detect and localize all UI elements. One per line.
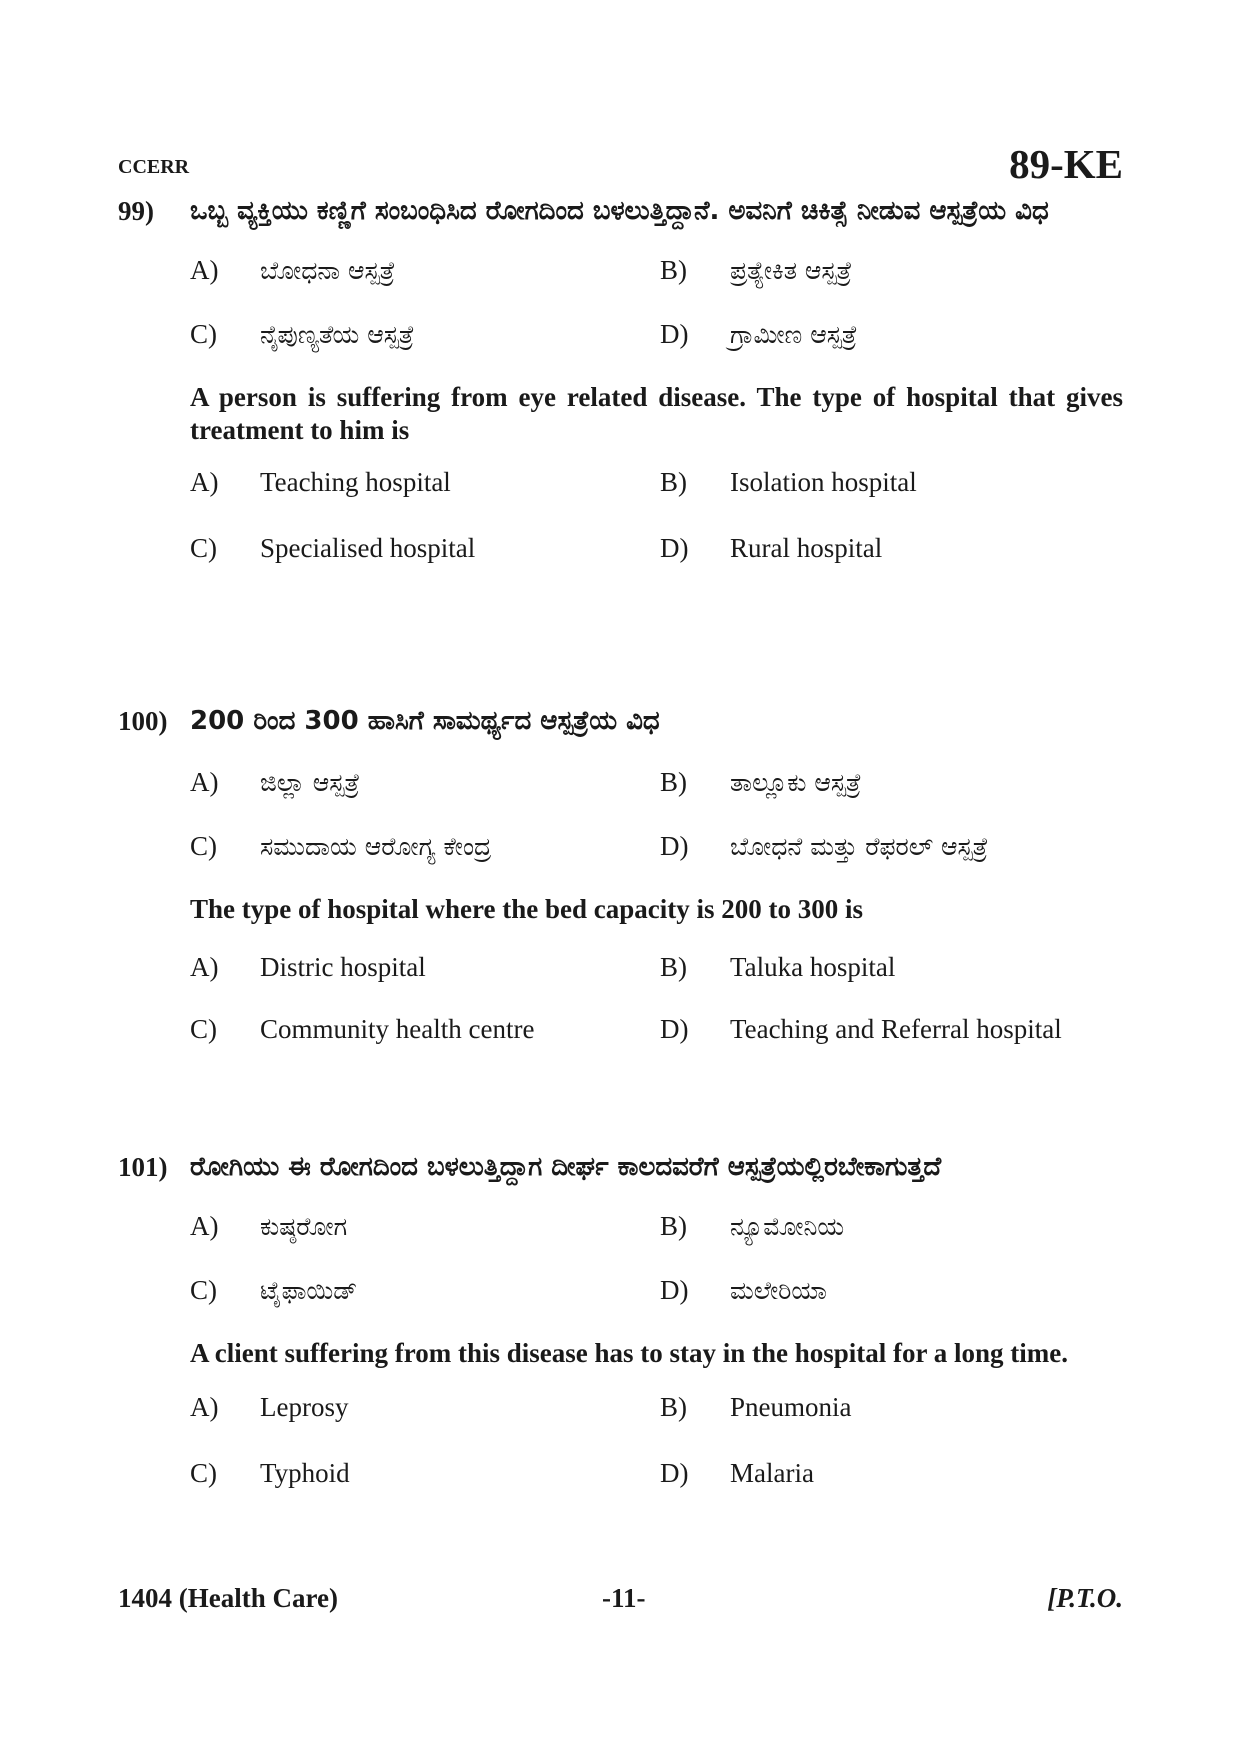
option-d-english: D) Teaching and Referral hospital	[660, 1014, 1062, 1044]
page-number: -11-	[602, 1583, 646, 1613]
option-b-kannada: B) ಪ್ರತ್ಯೇಕಿತ ಆಸ್ಪತ್ರೆ	[660, 255, 852, 285]
english-options-row-2	[190, 1458, 1123, 1516]
question-number: 100)	[118, 706, 168, 736]
question-english: A client suffering from this disease has to stay in the hospital for a long time.	[190, 1338, 1069, 1368]
option-a-kannada: A) ಜಿಲ್ಲಾ ಆಸ್ಪತ್ರೆ	[190, 767, 360, 797]
paper-code: 89-KE	[1009, 141, 1123, 187]
please-turn-over: [P.T.O.	[1047, 1583, 1123, 1613]
option-c-english: C) Specialised hospital	[190, 533, 476, 563]
option-c-english: C) Community health centre	[190, 1014, 535, 1044]
english-options-row-1	[190, 1392, 1123, 1450]
question-english: A person is suffering from eye related disease. The type of hospital that gives treatment to him is	[190, 382, 1123, 445]
header-code: CCERR	[118, 156, 190, 178]
option-a-kannada: A) ಬೋಧನಾ ಆಸ್ಪತ್ರೆ	[190, 255, 396, 285]
option-b-kannada: B) ನ್ಯೂಮೋನಿಯ	[660, 1211, 845, 1241]
option-b-english: B) Pneumonia	[660, 1392, 852, 1422]
option-d-kannada: D) ಬೋಧನೆ ಮತ್ತು ರೆಫರಲ್ ಆಸ್ಪತ್ರೆ	[660, 831, 988, 861]
option-c-kannada: C) ನೈಪುಣ್ಯತೆಯ ಆಸ್ಪತ್ರೆ	[190, 319, 415, 349]
english-options-row-2	[190, 1014, 1123, 1072]
option-d-kannada: D) ಮಲೇರಿಯಾ	[660, 1275, 827, 1305]
option-c-kannada: C) ಟೈಫಾಯಿಡ್	[190, 1275, 358, 1305]
option-d-english: D) Malaria	[660, 1458, 814, 1488]
question-number: 101)	[118, 1152, 168, 1182]
english-options-row-1	[190, 952, 1123, 1010]
option-d-kannada: D) ಗ್ರಾಮೀಣ ಆಸ್ಪತ್ರೆ	[660, 319, 858, 349]
option-b-kannada: B) ತಾಲ್ಲೂಕು ಆಸ್ಪತ್ರೆ	[660, 767, 862, 797]
question-english: The type of hospital where the bed capacity is 200 to 300 is	[190, 894, 863, 924]
kannada-options-row-2	[190, 1275, 1123, 1333]
option-a-english: A) Distric hospital	[190, 952, 426, 982]
question-number: 99)	[118, 196, 154, 226]
footer-subject: 1404 (Health Care)	[118, 1583, 338, 1613]
question-kannada: 200 ರಿಂದ 300 ಹಾಸಿಗೆ ಸಾಮರ್ಥ್ಯದ ಆಸ್ಪತ್ರೆಯ ವಿಧ	[190, 706, 660, 736]
kannada-options-row-2	[190, 831, 1123, 889]
option-a-english: A) Leprosy	[190, 1392, 349, 1422]
kannada-options-row-1	[190, 255, 1123, 313]
option-c-english: C) Typhoid	[190, 1458, 350, 1488]
option-b-english: B) Isolation hospital	[660, 467, 917, 497]
kannada-options-row-2	[190, 319, 1123, 377]
question-100	[118, 706, 1123, 1072]
option-b-english: B) Taluka hospital	[660, 952, 896, 982]
question-101	[118, 1152, 1123, 1516]
question-kannada: ರೋಗಿಯು ಈ ರೋಗದಿಂದ ಬಳಲುತ್ತಿದ್ದಾಗ ದೀರ್ಘ ಕಾಲದವರೆಗೆ ಆಸ್ಪತ್ರೆಯಲ್ಲಿರಬೇಕಾಗುತ್ತದೆ	[190, 1152, 942, 1182]
option-c-kannada: C) ಸಮುದಾಯ ಆರೋಗ್ಯ ಕೇಂದ್ರ	[190, 831, 492, 861]
kannada-options-row-1	[190, 1211, 1123, 1269]
question-kannada: ಒಬ್ಬ ವ್ಯಕ್ತಿಯು ಕಣ್ಣಿಗೆ ಸಂಬಂಧಿಸಿದ ರೋಗದಿಂದ ಬಳಲುತ್ತಿದ್ದಾನೆ. ಅವನಿಗೆ ಚಿಕಿತ್ಸೆ ನೀಡುವ ಆಸ್ಪತ್ರೆಯ ವಿಧ	[190, 196, 1049, 226]
option-a-english: A) Teaching hospital	[190, 467, 451, 497]
option-a-kannada: A) ಕುಷ್ಠರೋಗ	[190, 1211, 348, 1241]
option-d-english: D) Rural hospital	[660, 533, 883, 563]
kannada-options-row-1	[190, 767, 1123, 825]
question-99	[118, 196, 1123, 591]
english-options-row-1	[190, 467, 1123, 525]
english-options-row-2	[190, 533, 1123, 591]
